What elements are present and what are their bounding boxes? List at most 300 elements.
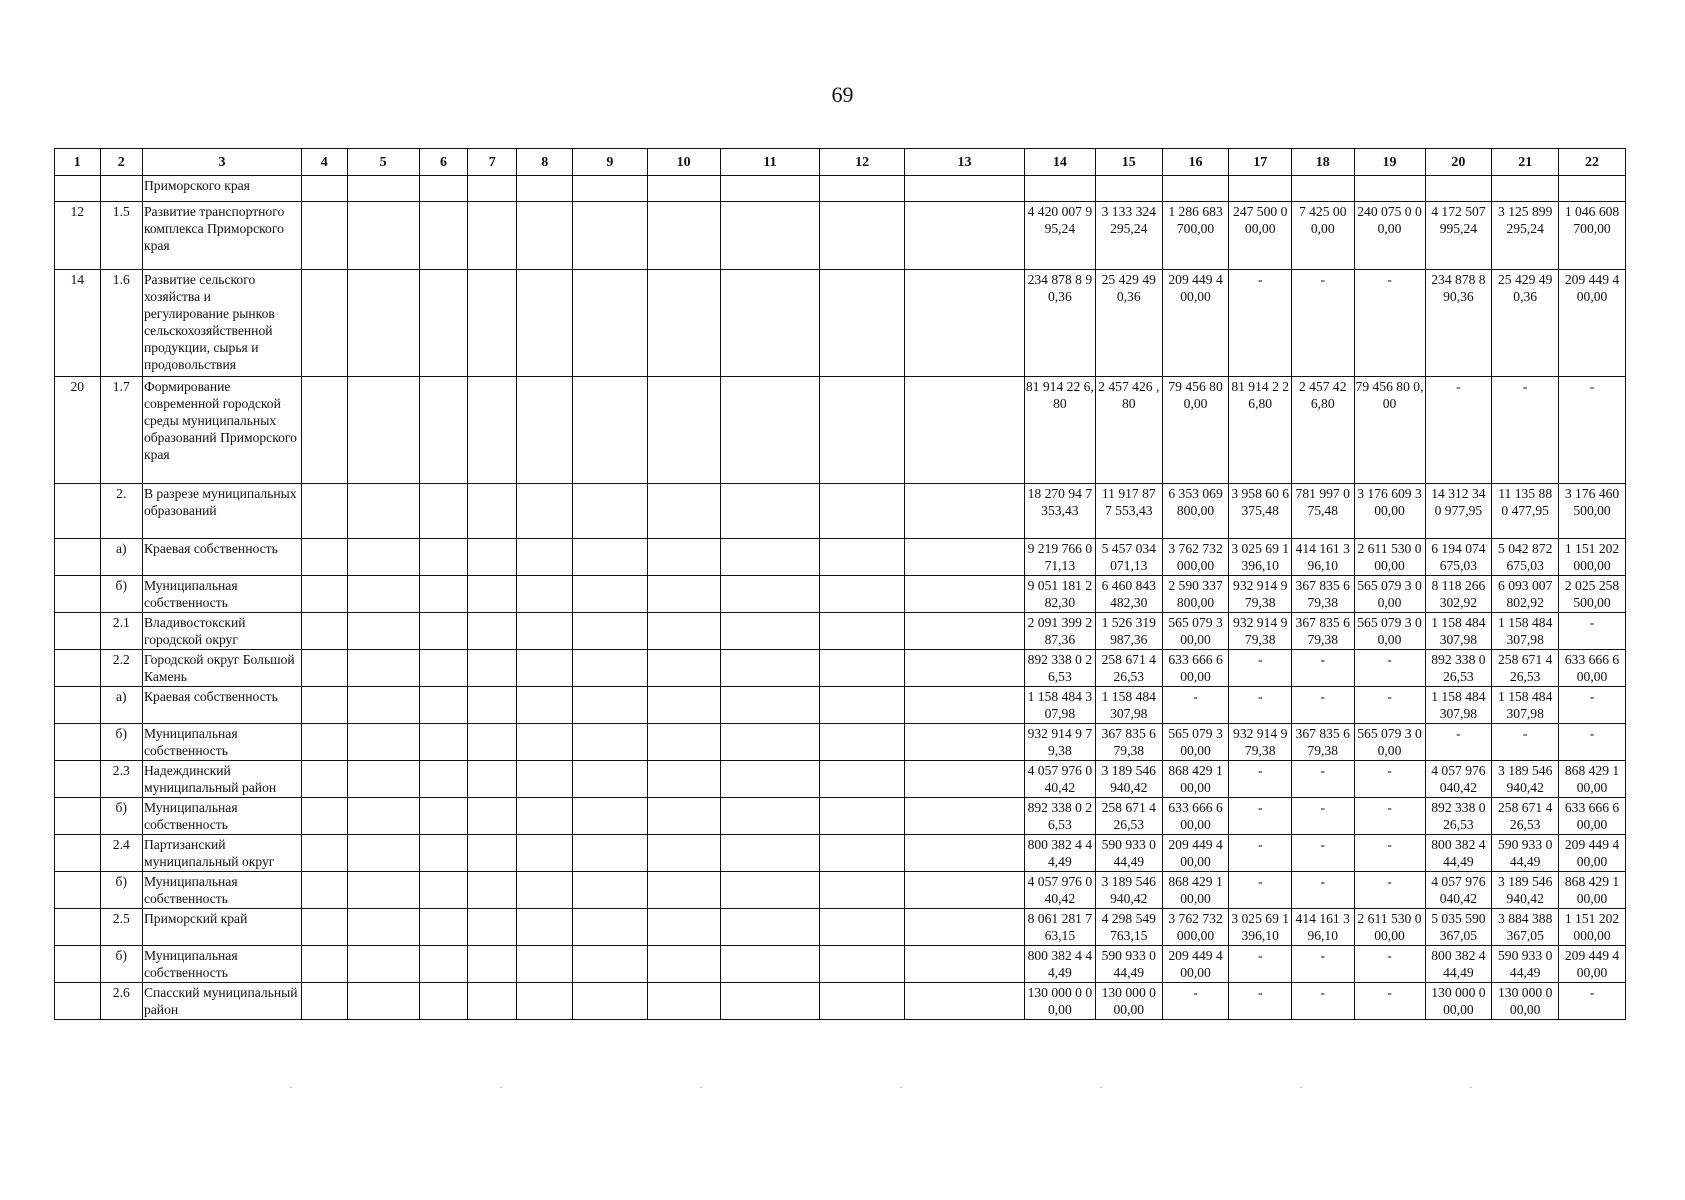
amount-cell-col-15: 258 671 4 26,53: [1095, 650, 1162, 687]
amount-cell-col-15: 5 457 034 071,13: [1095, 539, 1162, 576]
empty-cell-col-10: [647, 946, 720, 983]
amount-cell-col-16: 633 666 6 00,00: [1162, 650, 1229, 687]
amount-cell-col-18: -: [1291, 983, 1354, 1020]
amount-cell-col-16: 3 762 732 000,00: [1162, 909, 1229, 946]
row-code-cell: 2.4: [100, 835, 142, 872]
empty-cell-col-13: [905, 835, 1025, 872]
empty-cell-col-7: [468, 687, 517, 724]
column-header-3: 3: [142, 149, 301, 176]
amount-cell-col-20: 6 194 074 675,03: [1425, 539, 1492, 576]
amount-cell-col-21: 130 000 0 00,00: [1492, 983, 1559, 1020]
row-name-cell: Надеждинский муниципальный район: [142, 761, 301, 798]
empty-cell-col-11: [720, 687, 820, 724]
amount-cell-col-20: 800 382 4 44,49: [1425, 946, 1492, 983]
empty-cell-col-12: [820, 687, 905, 724]
row-name-cell: Развитие транспортного комплекса Приморского края: [142, 202, 301, 270]
empty-cell-col-11: [720, 270, 820, 377]
empty-cell-col-6: [419, 687, 468, 724]
amount-cell-col-17: -: [1229, 270, 1292, 377]
amount-cell-col-17: 81 914 2 26,80: [1229, 377, 1292, 484]
row-code-cell: 1.7: [100, 377, 142, 484]
scan-speck: [290, 1087, 292, 1088]
row-code-cell: б): [100, 946, 142, 983]
amount-cell-col-15: 3 189 546 940,42: [1095, 761, 1162, 798]
amount-cell-col-14: 892 338 0 26,53: [1024, 650, 1095, 687]
empty-cell-col-11: [720, 798, 820, 835]
empty-cell-col-5: [347, 872, 419, 909]
amount-cell-col-17: -: [1229, 835, 1292, 872]
amount-cell-col-15: 130 000 0 00,00: [1095, 983, 1162, 1020]
amount-cell-col-15: [1095, 176, 1162, 202]
empty-cell-col-12: [820, 484, 905, 539]
column-header-11: 11: [720, 149, 820, 176]
empty-cell-col-10: [647, 798, 720, 835]
amount-cell-col-22: 868 429 1 00,00: [1559, 761, 1626, 798]
row-index-cell: [55, 539, 101, 576]
amount-cell-col-18: 781 997 075,48: [1291, 484, 1354, 539]
empty-cell-col-7: [468, 377, 517, 484]
amount-cell-col-20: 892 338 0 26,53: [1425, 798, 1492, 835]
row-index-cell: [55, 613, 101, 650]
amount-cell-col-14: 800 382 4 44,49: [1024, 835, 1095, 872]
empty-cell-col-10: [647, 377, 720, 484]
empty-cell-col-6: [419, 761, 468, 798]
column-header-17: 17: [1229, 149, 1292, 176]
row-index-cell: [55, 176, 101, 202]
row-code-cell: а): [100, 539, 142, 576]
empty-cell-col-10: [647, 650, 720, 687]
empty-cell-col-13: [905, 650, 1025, 687]
amount-cell-col-18: 367 835 679,38: [1291, 613, 1354, 650]
column-header-22: 22: [1559, 149, 1626, 176]
empty-cell-col-9: [573, 377, 647, 484]
empty-cell-col-9: [573, 202, 647, 270]
amount-cell-col-17: [1229, 176, 1292, 202]
empty-cell-col-6: [419, 377, 468, 484]
row-name-cell: Муниципальная собственность: [142, 872, 301, 909]
row-code-cell: 2.2: [100, 650, 142, 687]
amount-cell-col-18: 414 161 396,10: [1291, 539, 1354, 576]
row-name-cell: Муниципальная собственность: [142, 798, 301, 835]
empty-cell-col-7: [468, 576, 517, 613]
amount-cell-col-15: 1 158 484 307,98: [1095, 687, 1162, 724]
scan-speck: [1100, 1087, 1102, 1088]
amount-cell-col-14: 8 061 281 763,15: [1024, 909, 1095, 946]
amount-cell-col-18: 7 425 00 0,00: [1291, 202, 1354, 270]
row-code-cell: 1.6: [100, 270, 142, 377]
table-row: [55, 761, 1626, 798]
amount-cell-col-16: 1 286 683 700,00: [1162, 202, 1229, 270]
empty-cell-col-11: [720, 724, 820, 761]
empty-cell-col-8: [517, 909, 573, 946]
column-header-14: 14: [1024, 149, 1095, 176]
amount-cell-col-20: 4 057 976 040,42: [1425, 761, 1492, 798]
row-name-cell: Муниципальная собственность: [142, 946, 301, 983]
empty-cell-col-7: [468, 650, 517, 687]
amount-cell-col-18: -: [1291, 650, 1354, 687]
row-index-cell: [55, 872, 101, 909]
column-header-1: 1: [55, 149, 101, 176]
amount-cell-col-16: 3 762 732 000,00: [1162, 539, 1229, 576]
empty-cell-col-12: [820, 650, 905, 687]
amount-cell-col-19: 565 079 3 00,00: [1354, 724, 1425, 761]
empty-cell-col-7: [468, 484, 517, 539]
row-name-cell: Краевая собственность: [142, 687, 301, 724]
amount-cell-col-17: 932 914 979,38: [1229, 724, 1292, 761]
column-header-2: 2: [100, 149, 142, 176]
empty-cell-col-13: [905, 872, 1025, 909]
empty-cell-col-11: [720, 761, 820, 798]
amount-cell-col-19: -: [1354, 872, 1425, 909]
scan-speck: [700, 1087, 702, 1088]
empty-cell-col-9: [573, 946, 647, 983]
table-row: [55, 484, 1626, 539]
empty-cell-col-7: [468, 835, 517, 872]
empty-cell-col-6: [419, 798, 468, 835]
empty-cell-col-5: [347, 613, 419, 650]
empty-cell-col-10: [647, 484, 720, 539]
empty-cell-col-9: [573, 539, 647, 576]
column-header-13: 13: [905, 149, 1025, 176]
amount-cell-col-20: 1 158 484 307,98: [1425, 613, 1492, 650]
empty-cell-col-13: [905, 798, 1025, 835]
empty-cell-col-7: [468, 909, 517, 946]
empty-cell-col-4: [301, 576, 347, 613]
amount-cell-col-17: 932 914 979,38: [1229, 576, 1292, 613]
row-index-cell: [55, 761, 101, 798]
scan-speck: [900, 1087, 902, 1088]
amount-cell-col-16: 6 353 069 800,00: [1162, 484, 1229, 539]
amount-cell-col-19: -: [1354, 798, 1425, 835]
row-name-cell: В разрезе муниципальных образований: [142, 484, 301, 539]
row-name-cell: Городской округ Большой Камень: [142, 650, 301, 687]
amount-cell-col-19: 240 075 0 00,00: [1354, 202, 1425, 270]
amount-cell-col-21: 590 933 0 44,49: [1492, 835, 1559, 872]
empty-cell-col-12: [820, 176, 905, 202]
amount-cell-col-19: 2 611 530 000,00: [1354, 539, 1425, 576]
empty-cell-col-11: [720, 377, 820, 484]
empty-cell-col-4: [301, 724, 347, 761]
empty-cell-col-11: [720, 835, 820, 872]
amount-cell-col-18: -: [1291, 946, 1354, 983]
amount-cell-col-22: -: [1559, 377, 1626, 484]
amount-cell-col-22: [1559, 176, 1626, 202]
amount-cell-col-21: -: [1492, 724, 1559, 761]
empty-cell-col-9: [573, 270, 647, 377]
amount-cell-col-14: 4 420 007 995,24: [1024, 202, 1095, 270]
amount-cell-col-16: 209 449 4 00,00: [1162, 946, 1229, 983]
empty-cell-col-7: [468, 176, 517, 202]
amount-cell-col-21: 25 429 49 0,36: [1492, 270, 1559, 377]
empty-cell-col-11: [720, 484, 820, 539]
empty-cell-col-8: [517, 613, 573, 650]
empty-cell-col-7: [468, 539, 517, 576]
row-index-cell: [55, 650, 101, 687]
table-row: [55, 202, 1626, 270]
amount-cell-col-15: 2 457 426 ,80: [1095, 377, 1162, 484]
amount-cell-col-18: 2 457 42 6,80: [1291, 377, 1354, 484]
scan-speck: [500, 1087, 502, 1088]
amount-cell-col-22: 209 449 4 00,00: [1559, 270, 1626, 377]
amount-cell-col-18: -: [1291, 798, 1354, 835]
amount-cell-col-17: 3 025 69 1 396,10: [1229, 539, 1292, 576]
empty-cell-col-9: [573, 484, 647, 539]
empty-cell-col-7: [468, 761, 517, 798]
amount-cell-col-17: -: [1229, 983, 1292, 1020]
empty-cell-col-10: [647, 983, 720, 1020]
amount-cell-col-17: -: [1229, 687, 1292, 724]
budget-table-container: [54, 148, 1626, 1020]
row-name-cell: Владивостокский городской округ: [142, 613, 301, 650]
amount-cell-col-21: 11 135 88 0 477,95: [1492, 484, 1559, 539]
row-code-cell: б): [100, 798, 142, 835]
amount-cell-col-14: 9 051 181 282,30: [1024, 576, 1095, 613]
amount-cell-col-19: -: [1354, 946, 1425, 983]
column-header-7: 7: [468, 149, 517, 176]
amount-cell-col-16: 868 429 1 00,00: [1162, 872, 1229, 909]
amount-cell-col-22: 2 025 258 500,00: [1559, 576, 1626, 613]
empty-cell-col-9: [573, 835, 647, 872]
amount-cell-col-18: -: [1291, 835, 1354, 872]
empty-cell-col-4: [301, 835, 347, 872]
empty-cell-col-5: [347, 761, 419, 798]
empty-cell-col-13: [905, 983, 1025, 1020]
empty-cell-col-4: [301, 687, 347, 724]
amount-cell-col-20: 4 057 976 040,42: [1425, 872, 1492, 909]
empty-cell-col-6: [419, 270, 468, 377]
row-index-cell: [55, 983, 101, 1020]
empty-cell-col-5: [347, 983, 419, 1020]
amount-cell-col-21: 258 671 4 26,53: [1492, 798, 1559, 835]
amount-cell-col-16: 868 429 1 00,00: [1162, 761, 1229, 798]
amount-cell-col-22: 633 666 6 00,00: [1559, 650, 1626, 687]
amount-cell-col-16: 209 449 4 00,00: [1162, 835, 1229, 872]
empty-cell-col-4: [301, 484, 347, 539]
amount-cell-col-20: -: [1425, 724, 1492, 761]
amount-cell-col-20: 1 158 484 307,98: [1425, 687, 1492, 724]
empty-cell-col-6: [419, 176, 468, 202]
empty-cell-col-12: [820, 798, 905, 835]
amount-cell-col-19: 3 176 609 300,00: [1354, 484, 1425, 539]
amount-cell-col-19: [1354, 176, 1425, 202]
amount-cell-col-18: 367 835 679,38: [1291, 724, 1354, 761]
amount-cell-col-19: -: [1354, 650, 1425, 687]
empty-cell-col-10: [647, 909, 720, 946]
empty-cell-col-13: [905, 270, 1025, 377]
amount-cell-col-19: 565 079 3 00,00: [1354, 613, 1425, 650]
empty-cell-col-7: [468, 946, 517, 983]
row-name-cell: Краевая собственность: [142, 539, 301, 576]
empty-cell-col-11: [720, 983, 820, 1020]
amount-cell-col-20: 130 000 0 00,00: [1425, 983, 1492, 1020]
empty-cell-col-5: [347, 270, 419, 377]
empty-cell-col-8: [517, 650, 573, 687]
empty-cell-col-10: [647, 539, 720, 576]
row-index-cell: [55, 687, 101, 724]
amount-cell-col-20: [1425, 176, 1492, 202]
amount-cell-col-22: 868 429 1 00,00: [1559, 872, 1626, 909]
amount-cell-col-19: -: [1354, 270, 1425, 377]
row-code-cell: 1.5: [100, 202, 142, 270]
amount-cell-col-18: -: [1291, 687, 1354, 724]
empty-cell-col-9: [573, 176, 647, 202]
amount-cell-col-22: 3 176 460 500,00: [1559, 484, 1626, 539]
empty-cell-col-10: [647, 872, 720, 909]
amount-cell-col-22: 1 151 202 000,00: [1559, 539, 1626, 576]
amount-cell-col-21: 1 158 484 307,98: [1492, 613, 1559, 650]
amount-cell-col-20: 234 878 8 90,36: [1425, 270, 1492, 377]
empty-cell-col-13: [905, 613, 1025, 650]
amount-cell-col-19: -: [1354, 835, 1425, 872]
empty-cell-col-8: [517, 761, 573, 798]
amount-cell-col-20: 14 312 34 0 977,95: [1425, 484, 1492, 539]
empty-cell-col-4: [301, 202, 347, 270]
empty-cell-col-12: [820, 835, 905, 872]
amount-cell-col-21: 3 125 899 295,24: [1492, 202, 1559, 270]
empty-cell-col-4: [301, 761, 347, 798]
row-code-cell: 2.6: [100, 983, 142, 1020]
empty-cell-col-9: [573, 761, 647, 798]
amount-cell-col-16: 79 456 80 0,00: [1162, 377, 1229, 484]
empty-cell-col-4: [301, 539, 347, 576]
empty-cell-col-13: [905, 909, 1025, 946]
amount-cell-col-21: 590 933 0 44,49: [1492, 946, 1559, 983]
row-index-cell: 14: [55, 270, 101, 377]
amount-cell-col-22: 1 151 202 000,00: [1559, 909, 1626, 946]
empty-cell-col-11: [720, 613, 820, 650]
empty-cell-col-11: [720, 202, 820, 270]
table-body: [55, 176, 1626, 1020]
empty-cell-col-5: [347, 946, 419, 983]
amount-cell-col-22: 209 449 4 00,00: [1559, 835, 1626, 872]
empty-cell-col-8: [517, 724, 573, 761]
budget-table: [54, 148, 1626, 1020]
empty-cell-col-12: [820, 983, 905, 1020]
empty-cell-col-7: [468, 270, 517, 377]
column-header-10: 10: [647, 149, 720, 176]
row-name-cell: Спасский муниципальный район: [142, 983, 301, 1020]
column-header-8: 8: [517, 149, 573, 176]
empty-cell-col-9: [573, 872, 647, 909]
amount-cell-col-21: [1492, 176, 1559, 202]
row-name-cell: Партизанский муниципальный округ: [142, 835, 301, 872]
empty-cell-col-13: [905, 724, 1025, 761]
amount-cell-col-15: 4 298 549 763,15: [1095, 909, 1162, 946]
amount-cell-col-21: 3 884 388 367,05: [1492, 909, 1559, 946]
amount-cell-col-17: 247 500 000,00: [1229, 202, 1292, 270]
empty-cell-col-5: [347, 650, 419, 687]
row-index-cell: 20: [55, 377, 101, 484]
amount-cell-col-14: 130 000 0 00,00: [1024, 983, 1095, 1020]
row-index-cell: [55, 724, 101, 761]
empty-cell-col-4: [301, 798, 347, 835]
empty-cell-col-8: [517, 835, 573, 872]
amount-cell-col-17: -: [1229, 650, 1292, 687]
table-row: [55, 576, 1626, 613]
empty-cell-col-4: [301, 909, 347, 946]
amount-cell-col-20: 8 118 266 302,92: [1425, 576, 1492, 613]
empty-cell-col-13: [905, 687, 1025, 724]
empty-cell-col-6: [419, 909, 468, 946]
empty-cell-col-10: [647, 835, 720, 872]
empty-cell-col-6: [419, 576, 468, 613]
table-row: [55, 798, 1626, 835]
amount-cell-col-17: -: [1229, 872, 1292, 909]
table-row: [55, 377, 1626, 484]
amount-cell-col-16: -: [1162, 983, 1229, 1020]
empty-cell-col-8: [517, 798, 573, 835]
amount-cell-col-16: 209 449 4 00,00: [1162, 270, 1229, 377]
empty-cell-col-9: [573, 650, 647, 687]
amount-cell-col-19: 2 611 530 000,00: [1354, 909, 1425, 946]
column-header-row: [55, 149, 1626, 176]
empty-cell-col-6: [419, 484, 468, 539]
page-number: 69: [831, 82, 854, 107]
table-row: [55, 983, 1626, 1020]
amount-cell-col-22: 209 449 4 00,00: [1559, 946, 1626, 983]
row-name-cell: Приморского края: [142, 176, 301, 202]
row-index-cell: [55, 946, 101, 983]
table-row: [55, 872, 1626, 909]
empty-cell-col-12: [820, 909, 905, 946]
empty-cell-col-13: [905, 176, 1025, 202]
empty-cell-col-8: [517, 202, 573, 270]
column-header-16: 16: [1162, 149, 1229, 176]
column-header-19: 19: [1354, 149, 1425, 176]
row-code-cell: б): [100, 576, 142, 613]
empty-cell-col-8: [517, 377, 573, 484]
column-header-4: 4: [301, 149, 347, 176]
amount-cell-col-15: 11 917 87 7 553,43: [1095, 484, 1162, 539]
empty-cell-col-13: [905, 576, 1025, 613]
empty-cell-col-5: [347, 798, 419, 835]
amount-cell-col-20: 892 338 0 26,53: [1425, 650, 1492, 687]
empty-cell-col-6: [419, 872, 468, 909]
amount-cell-col-16: [1162, 176, 1229, 202]
amount-cell-col-22: -: [1559, 983, 1626, 1020]
amount-cell-col-15: 258 671 4 26,53: [1095, 798, 1162, 835]
empty-cell-col-11: [720, 576, 820, 613]
empty-cell-col-5: [347, 484, 419, 539]
empty-cell-col-5: [347, 576, 419, 613]
amount-cell-col-16: 2 590 337 800,00: [1162, 576, 1229, 613]
row-name-cell: Муниципальная собственность: [142, 576, 301, 613]
empty-cell-col-6: [419, 613, 468, 650]
empty-cell-col-5: [347, 724, 419, 761]
empty-cell-col-8: [517, 872, 573, 909]
amount-cell-col-16: 565 079 3 00,00: [1162, 724, 1229, 761]
amount-cell-col-19: 565 079 3 00,00: [1354, 576, 1425, 613]
row-code-cell: 2.5: [100, 909, 142, 946]
table-row: [55, 613, 1626, 650]
empty-cell-col-12: [820, 872, 905, 909]
table-row: [55, 946, 1626, 983]
amount-cell-col-21: 3 189 546 940,42: [1492, 761, 1559, 798]
amount-cell-col-16: 565 079 3 00,00: [1162, 613, 1229, 650]
amount-cell-col-22: -: [1559, 724, 1626, 761]
empty-cell-col-9: [573, 613, 647, 650]
amount-cell-col-18: -: [1291, 761, 1354, 798]
empty-cell-col-12: [820, 724, 905, 761]
empty-cell-col-6: [419, 724, 468, 761]
empty-cell-col-12: [820, 946, 905, 983]
row-index-cell: [55, 798, 101, 835]
amount-cell-col-15: 367 835 6 79,38: [1095, 724, 1162, 761]
amount-cell-col-15: 6 460 843 482,30: [1095, 576, 1162, 613]
row-code-cell: б): [100, 724, 142, 761]
row-index-cell: [55, 909, 101, 946]
column-header-6: 6: [419, 149, 468, 176]
